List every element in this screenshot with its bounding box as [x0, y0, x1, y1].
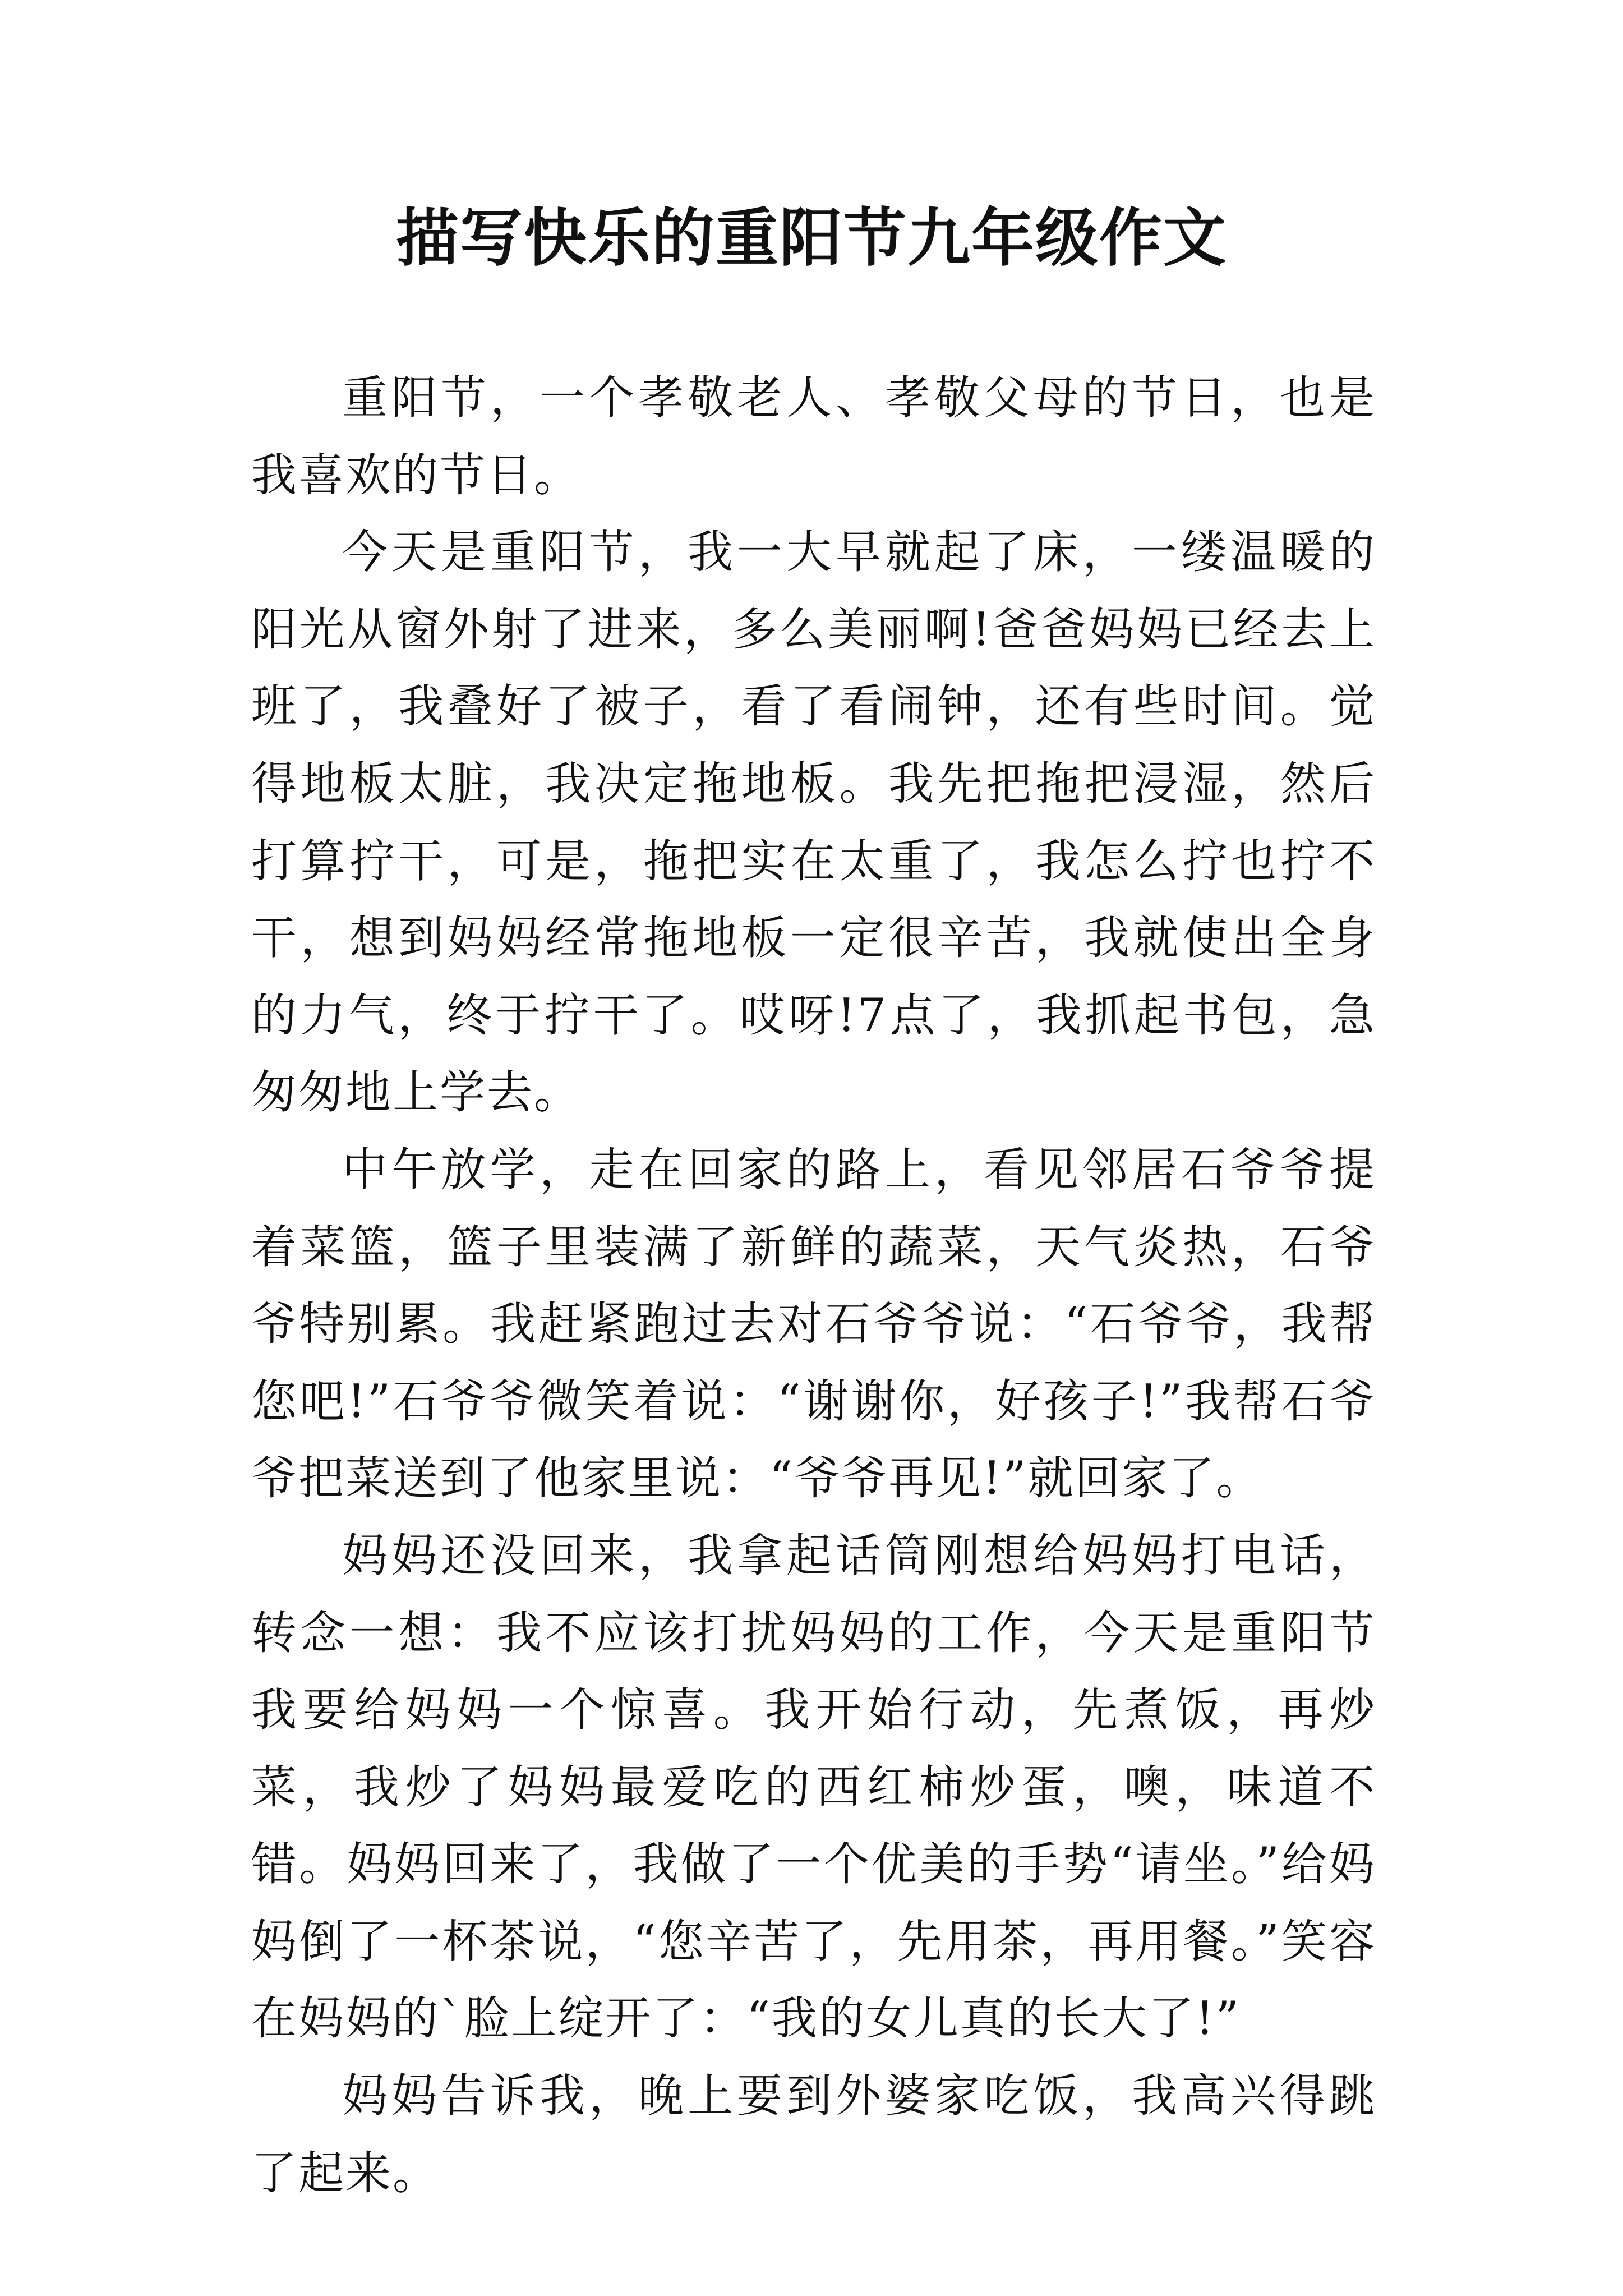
paragraph: 妈妈还没回来，我拿起话筒刚想给妈妈打电话，转念一想：我不应该打扰妈妈的工作，今天是重阳节我要给妈妈一个惊喜。我开始行动，先煮饭，再炒菜，我炒了妈妈最爱吃的西红柿炒蛋，噢，味道不错。妈妈回来了，我做了一个优美的手势“请坐。”给妈妈倒了一杯茶说，“您辛苦了，先用茶，再用餐。”笑容在妈妈的`脸上绽开了：“我的女儿真的长大了!” — [251, 1529, 1376, 2046]
paragraph: 重阳节，一个孝敬老人、孝敬父母的节日，也是我喜欢的节日。 — [251, 372, 1376, 502]
document-body — [251, 360, 1376, 2212]
paragraph: 妈妈告诉我，晚上要到外婆家吃饭，我高兴得跳了起来。 — [251, 2070, 1376, 2200]
paragraph: 中午放学，走在回家的路上，看见邻居石爷爷提着菜篮，篮子里装满了新鲜的蔬菜，天气炎热，石爷爷特别累。我赶紧跑过去对石爷爷说：“石爷爷，我帮您吧!”石爷爷微笑着说：“谢谢你，好孩子!”我帮石爷爷把菜送到了他家里说：“爷爷再见!”就回家了。 — [251, 1143, 1376, 1506]
paragraph: 今天是重阳节，我一大早就起了床，一缕温暖的阳光从窗外射了进来，多么美丽啊!爸爸妈妈已经去上班了，我叠好了被子，看了看闹钟，还有些时间。觉得地板太脏，我决定拖地板。我先把拖把浸湿，然后打算拧干，可是，拖把实在太重了，我怎么拧也拧不干，想到妈妈经常拖地板一定很辛苦，我就使出全身的力气，终于拧干了。哎呀!7点了，我抓起书包，急匆匆地上学去。 — [251, 526, 1376, 1120]
document-title: 描写快乐的重阳节九年级作文 — [396, 201, 1227, 275]
